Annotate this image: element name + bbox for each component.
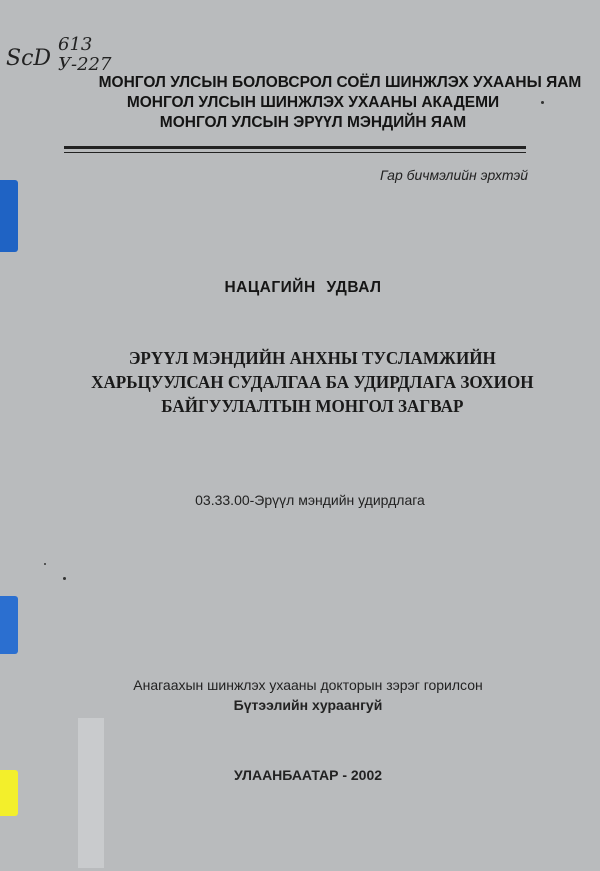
specialty-code: 03.33.00-Эрүүл мэндийн удирдлага [195, 492, 425, 508]
tape-strip [78, 718, 104, 868]
header-rule-thin [64, 152, 526, 153]
degree-statement [0, 675, 600, 715]
manuscript-note: Гар бичмэлийн эрхтэй [380, 167, 528, 183]
city-year: УЛААНБААТАР - 2002 [233, 767, 383, 783]
degree-line: Анагаахын шинжлэх ухааны докторын зэрэг горилсон [133, 677, 483, 693]
author-name: НАЦАГИЙН УДВАЛ [224, 279, 382, 296]
thesis-title [15, 346, 585, 418]
speck [63, 577, 66, 580]
stamp-code: ScD [6, 46, 52, 71]
academy-line: МОНГОЛ УЛСЫН ШИНЖЛЭХ УХААНЫ АКАДЕМИ [126, 94, 500, 111]
ministry-line: МОНГОЛ УЛСЫН БОЛОВСРОЛ СОЁЛ ШИНЖЛЭХ УХААНЫ ЯАМ [98, 74, 582, 91]
stamp-number-bottom: У-227 [58, 54, 112, 75]
title-line-2: ХАРЬЦУУЛСАН СУДАЛГАА БА УДИРДЛАГА ЗОХИОН [91, 372, 534, 392]
blue-page-tab [0, 180, 18, 252]
institution-header [0, 73, 600, 133]
title-line-1: ЭРҮҮЛ МЭНДИЙН АНХНЫ ТУСЛАМЖИЙН [128, 348, 496, 368]
stamp-number-top: 613 [58, 34, 93, 55]
header-rule-thick [64, 146, 526, 149]
abstract-label: Бүтээлийн хураангуй [233, 697, 383, 713]
speck [44, 563, 46, 565]
blue-page-tab [0, 596, 18, 654]
health-ministry-line: МОНГОЛ УЛСЫН ЭРҮҮЛ МЭНДИЙН ЯАМ [159, 114, 467, 131]
title-line-3: БАЙГУУЛАЛТЫН МОНГОЛ ЗАГВАР [161, 396, 464, 416]
